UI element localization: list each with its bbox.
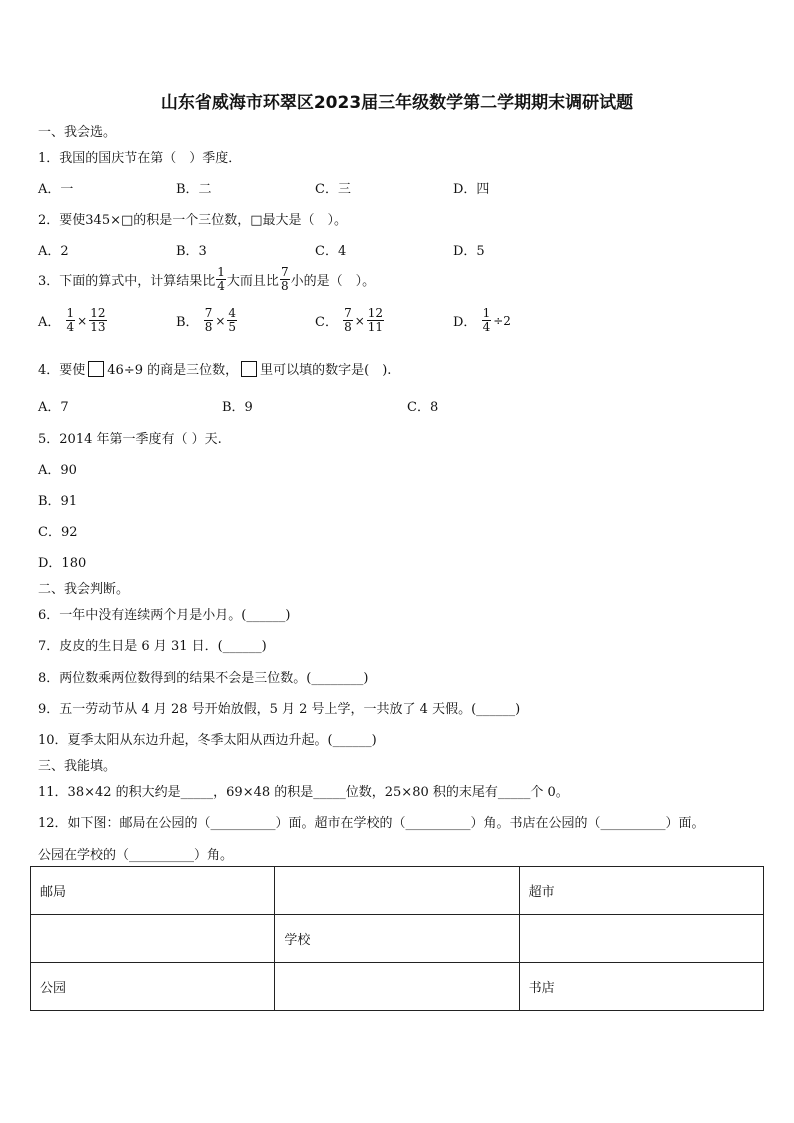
option-label: D． xyxy=(453,315,477,330)
q1-option-d: D．四 xyxy=(453,182,490,197)
question-5: 5．2014 年第一季度有（ ）天. xyxy=(38,432,222,447)
fraction-denominator: 11 xyxy=(367,320,384,334)
table-row xyxy=(31,963,764,1011)
q3-text-post: 小的是（ ）。 xyxy=(290,274,376,289)
table-cell: 超市 xyxy=(519,867,763,915)
q3-option-a xyxy=(38,307,108,334)
fraction-denominator: 13 xyxy=(90,320,106,334)
fraction-numerator: 1 xyxy=(482,306,491,320)
q3-text-pre: 3．下面的算式中，计算结果比 xyxy=(38,274,216,289)
q3-fraction-lower xyxy=(216,266,226,293)
location-grid xyxy=(30,866,764,1011)
q2-option-b: B．3 xyxy=(176,244,207,259)
fraction xyxy=(367,307,384,334)
q3-text-mid: 大而且比 xyxy=(226,274,279,289)
fraction-numerator: 12 xyxy=(90,306,106,320)
fraction-numerator: 7 xyxy=(344,306,352,320)
option-label: A． xyxy=(38,315,61,330)
operator: × xyxy=(77,313,88,328)
fraction xyxy=(89,307,106,334)
q2-option-a: A．2 xyxy=(38,244,69,259)
q4-text-post: 里可以填的数字是( ). xyxy=(260,363,392,378)
fraction xyxy=(482,307,492,334)
page-title: 山东省威海市环翠区2023届三年级数学第二学期期末调研试题 xyxy=(160,93,634,113)
fraction-denominator: 8 xyxy=(280,279,289,293)
table-cell xyxy=(519,915,763,963)
question-9: 9．五一劳动节从 4 月 28 号开始放假，5 月 2 号上学，一共放了 4 天假。(______) xyxy=(38,702,521,717)
section-heading-fill: 三、我能填。 xyxy=(38,759,117,774)
q3-option-b xyxy=(176,307,238,334)
table-cell: 公园 xyxy=(31,963,275,1011)
fraction-denominator: 4 xyxy=(66,320,75,334)
q4-option-b: B．9 xyxy=(222,400,253,415)
fraction-numerator: 4 xyxy=(228,306,237,320)
blank-box[interactable] xyxy=(241,361,257,377)
option-label: C． xyxy=(315,315,338,330)
q4-text-mid: 46÷9 的商是三位数， xyxy=(107,363,239,378)
question-2: 2．要使345×□的积是一个三位数，□最大是（ ）。 xyxy=(38,213,348,228)
table-row xyxy=(31,867,764,915)
table-cell xyxy=(31,915,275,963)
question-7: 7．皮皮的生日是 6 月 31 日．(______) xyxy=(38,639,267,654)
fraction-numerator: 7 xyxy=(204,306,213,320)
question-1: 1．我国的国庆节在第（ ）季度． xyxy=(38,151,242,166)
q5-option-b: B．91 xyxy=(38,494,78,509)
operator: × xyxy=(354,313,365,328)
operator: × xyxy=(215,313,226,328)
q5-option-d: D．180 xyxy=(38,556,87,571)
question-4 xyxy=(38,359,391,378)
question-6: 6．一年中没有连续两个月是小月。(______) xyxy=(38,608,291,623)
q5-option-a: A．90 xyxy=(38,463,77,478)
fraction-numerator: 1 xyxy=(217,265,225,279)
table-cell: 邮局 xyxy=(31,867,275,915)
fraction-denominator: 5 xyxy=(228,320,237,334)
section-heading-judge: 二、我会判断。 xyxy=(38,582,130,597)
q1-option-b: B．二 xyxy=(176,182,212,197)
option-label: B． xyxy=(176,315,199,330)
q2-option-d: D．5 xyxy=(453,244,485,259)
q4-text-pre: 4．要使 xyxy=(38,363,86,378)
question-12-continued: 公园在学校的（__________）角。 xyxy=(38,848,234,863)
fraction-denominator: 4 xyxy=(217,279,225,293)
question-3 xyxy=(38,266,375,293)
q4-option-a: A．7 xyxy=(38,400,69,415)
q1-option-c: C．三 xyxy=(315,182,351,197)
blank-box[interactable] xyxy=(88,361,104,377)
fraction xyxy=(227,307,237,334)
q3-fraction-upper xyxy=(280,266,290,293)
fraction-numerator: 1 xyxy=(66,306,75,320)
q3-option-d xyxy=(453,307,512,334)
fraction-numerator: 12 xyxy=(367,306,384,320)
table-row xyxy=(31,915,764,963)
fraction xyxy=(204,307,214,334)
section-heading-choice: 一、我会选。 xyxy=(38,125,117,140)
q3-option-c xyxy=(315,307,385,334)
fraction-denominator: 8 xyxy=(344,320,352,334)
table-cell xyxy=(275,867,519,915)
fraction-denominator: 4 xyxy=(482,320,491,334)
operator: ÷2 xyxy=(493,313,511,328)
q4-option-c: C．8 xyxy=(407,400,439,415)
q2-option-c: C．4 xyxy=(315,244,347,259)
question-8: 8．两位数乘两位数得到的结果不会是三位数。(________) xyxy=(38,671,369,686)
fraction-numerator: 7 xyxy=(280,265,289,279)
table-cell: 书店 xyxy=(519,963,763,1011)
table-cell: 学校 xyxy=(275,915,519,963)
fraction xyxy=(66,307,76,334)
fraction-denominator: 8 xyxy=(204,320,213,334)
question-10: 10．夏季太阳从东边升起，冬季太阳从西边升起。(______) xyxy=(38,733,377,748)
fraction xyxy=(343,307,353,334)
q1-option-a: A．一 xyxy=(38,182,74,197)
question-12: 12．如下图：邮局在公园的（__________）面。超市在学校的（__________）角。书店在公园的（__________）面。 xyxy=(38,816,705,831)
q5-option-c: C．92 xyxy=(38,525,78,540)
table-cell xyxy=(275,963,519,1011)
question-11: 11．38×42 的积大约是_____，69×48 的积是_____位数，25×80 积的末尾有_____个 0。 xyxy=(38,785,569,800)
